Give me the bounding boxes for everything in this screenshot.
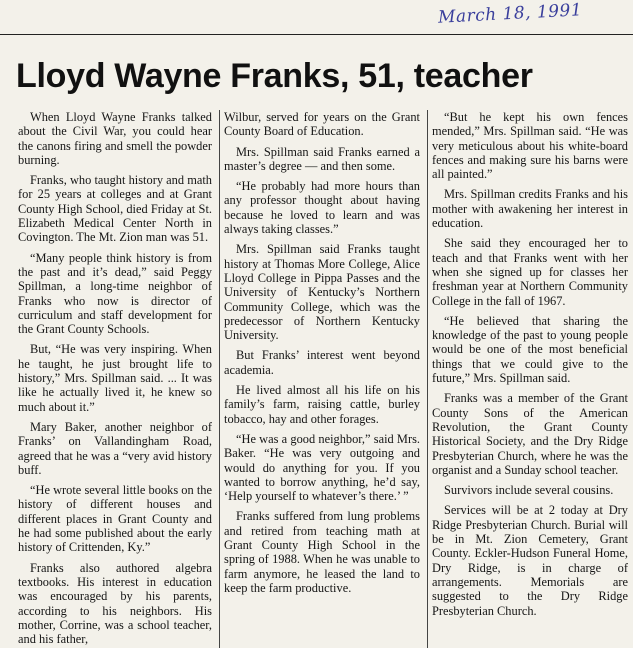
paragraph: “He wrote several little books on the history of different houses and different places in Grant County and he had some published about the early history of Crittenden, Ky.”: [18, 483, 212, 555]
column-1: [18, 110, 212, 648]
paragraph: “But he kept his own fences mended,” Mrs. Spillman said. “He was very meticulous about his white-board fences and making sure his barns were all painted.”: [432, 110, 628, 182]
top-rule: [0, 34, 633, 35]
paragraph: She said they encouraged her to teach and that Franks went with her when she signed up for classes her freshman year at Northern Community College in the fall of 1967.: [432, 236, 628, 308]
paragraph: “He believed that sharing the knowledge of the past to young people would be one of the most beneficial things that we could give to the future,” Mrs. Spillman said.: [432, 313, 628, 386]
paragraph: Mrs. Spillman credits Franks and his mother with awakening her interest in education.: [432, 187, 628, 231]
headline: Lloyd Wayne Franks, 51, teacher: [16, 57, 533, 95]
paragraph: “He probably had more hours than any professor thought about having because he loved to learn and was always taking classes.”: [224, 179, 420, 237]
paragraph: When Lloyd Wayne Franks talked about the Civil War, you could hear the canons firing and smell the powder burning.: [18, 110, 212, 167]
paragraph: He lived almost all his life on his family’s farm, raising cattle, burley tobacco, hay and other forages.: [224, 383, 420, 426]
column-3: [432, 110, 628, 648]
paragraph: But Franks’ interest went beyond academia.: [224, 348, 420, 377]
paragraph: Franks also authored algebra textbooks. His interest in education was encouraged by his parents, according to his neighbors. His mother, Corrine, was a school teacher, and his father,: [18, 560, 212, 647]
handwritten-date: March 18, 1991: [437, 0, 583, 28]
paragraph: Franks, who taught history and math for 25 years at colleges and at Grant County High School, died Friday at St. Elizabeth Medical Center North in Covington. The Mt. Zion man was 51.: [18, 173, 212, 245]
paragraph: Mrs. Spillman said Franks taught history at Thomas More College, Alice Lloyd College in Pippa Passes and the University of Kentucky’s Northern Community College, which was the predecessor of Northern Kentucky University.: [224, 242, 420, 343]
paragraph: Mary Baker, another neighbor of Franks’ on Vallandingham Road, agreed that he was a “very avid history buff.: [18, 419, 212, 477]
column-2: [224, 110, 420, 648]
paragraph: Franks suffered from lung problems and retired from teaching math at Grant County High School in the spring of 1988. When he was unable to farm anymore, he leased the land to keep the farm productive.: [224, 509, 420, 595]
paragraph: Mrs. Spillman said Franks earned a master’s degree — and then some.: [224, 144, 420, 173]
column-divider: [427, 110, 428, 648]
paragraph: “He was a good neighbor,” said Mrs. Baker. “He was very outgoing and would do anything for you. If you wanted to borrow anything, he’d say, ‘Help yourself to whatever’s there.’ ”: [224, 431, 420, 504]
column-divider: [219, 110, 220, 648]
paragraph: Wilbur, served for years on the Grant County Board of Education.: [224, 110, 420, 139]
paragraph: But, “He was very inspiring. When he taught, he just brought life to history,” Mrs. Spillman said. ... It was like he actually lived it, he knew so much about it.”: [18, 342, 212, 414]
paragraph: Survivors include several cousins.: [444, 483, 614, 498]
paragraph: Services will be at 2 today at Dry Ridge Presbyterian Church. Burial will be in Mt. Zion Cemetery, Grant County. Eckler-Hudson Funeral Home, Dry Ridge, is in charge of arrangements. Memorials are suggested to the Dry Ridge Presbyterian Church.: [432, 503, 628, 618]
paragraph: Franks was a member of the Grant County Sons of the American Revolution, the Grant County Historical Society, and the Dry Ridge Presbyterian Church, where he was the organist and a Sunday school teacher.: [432, 391, 628, 477]
paragraph: “Many people think history is from the past and it’s dead,” said Peggy Spillman, a long-time neighbor of Franks who now is director of curriculum and staff development for the Grant County Schools.: [18, 250, 212, 337]
